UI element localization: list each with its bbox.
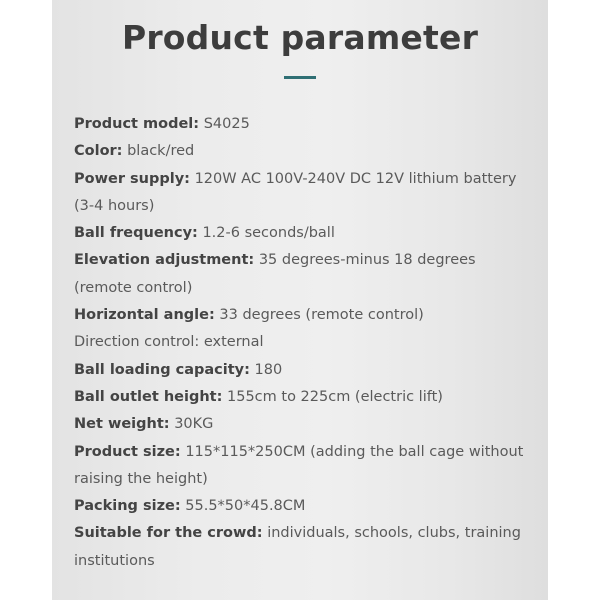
spec-value: 1.2-6 seconds/ball bbox=[202, 225, 335, 242]
spec-value: 115*115*250CM (adding the ball cage without raising the height) bbox=[74, 443, 524, 487]
spec-suitable-crowd bbox=[74, 520, 534, 575]
spec-value: 33 degrees (remote control) bbox=[219, 307, 424, 324]
spec-net-weight bbox=[74, 411, 534, 438]
spec-elevation-adjustment bbox=[74, 247, 534, 302]
spec-packing-size bbox=[74, 493, 534, 520]
spec-product-model bbox=[74, 111, 534, 138]
spec-direction-control bbox=[74, 329, 534, 356]
spec-value: S4025 bbox=[203, 116, 250, 132]
spec-color bbox=[74, 138, 534, 165]
spec-label: Ball loading capacity: bbox=[74, 361, 250, 378]
spec-product-size bbox=[74, 439, 534, 494]
spec-label: Elevation adjustment: bbox=[74, 252, 255, 269]
spec-list bbox=[74, 111, 534, 575]
page-title: Product parameter bbox=[121, 18, 479, 57]
spec-value: individuals, schools, clubs, training institutions bbox=[74, 525, 521, 569]
spec-value: 30KG bbox=[174, 416, 214, 433]
spec-value: 55.5*50*45.8CM bbox=[185, 498, 306, 515]
spec-label: Color: bbox=[74, 143, 123, 160]
spec-label: Product size: bbox=[74, 443, 181, 460]
spec-value: black/red bbox=[127, 143, 195, 160]
spec-label: Suitable for the crowd: bbox=[74, 525, 263, 542]
spec-value: 35 degrees-minus 18 degrees (remote control) bbox=[74, 252, 476, 296]
spec-label: Net weight: bbox=[74, 416, 170, 433]
spec-value: 120W AC 100V-240V DC 12V lithium battery (3-4 hours) bbox=[74, 170, 517, 214]
spec-label: Product model: bbox=[74, 116, 200, 132]
spec-ball-frequency bbox=[74, 220, 534, 247]
spec-ball-outlet-height bbox=[74, 384, 534, 411]
spec-value: 180 bbox=[254, 361, 283, 378]
spec-label: Power supply: bbox=[74, 170, 190, 187]
spec-label: Ball frequency: bbox=[74, 225, 198, 242]
spec-value: 155cm to 225cm (electric lift) bbox=[227, 388, 443, 405]
spec-label: Ball outlet height: bbox=[74, 388, 223, 405]
spec-label: Horizontal angle: bbox=[74, 307, 215, 324]
spec-horizontal-angle bbox=[74, 302, 534, 329]
spec-value: Direction control: external bbox=[74, 334, 264, 351]
spec-ball-loading-capacity bbox=[74, 357, 534, 384]
spec-power-supply bbox=[74, 166, 534, 221]
title-accent-bar bbox=[284, 76, 316, 79]
spec-label: Packing size: bbox=[74, 498, 181, 515]
